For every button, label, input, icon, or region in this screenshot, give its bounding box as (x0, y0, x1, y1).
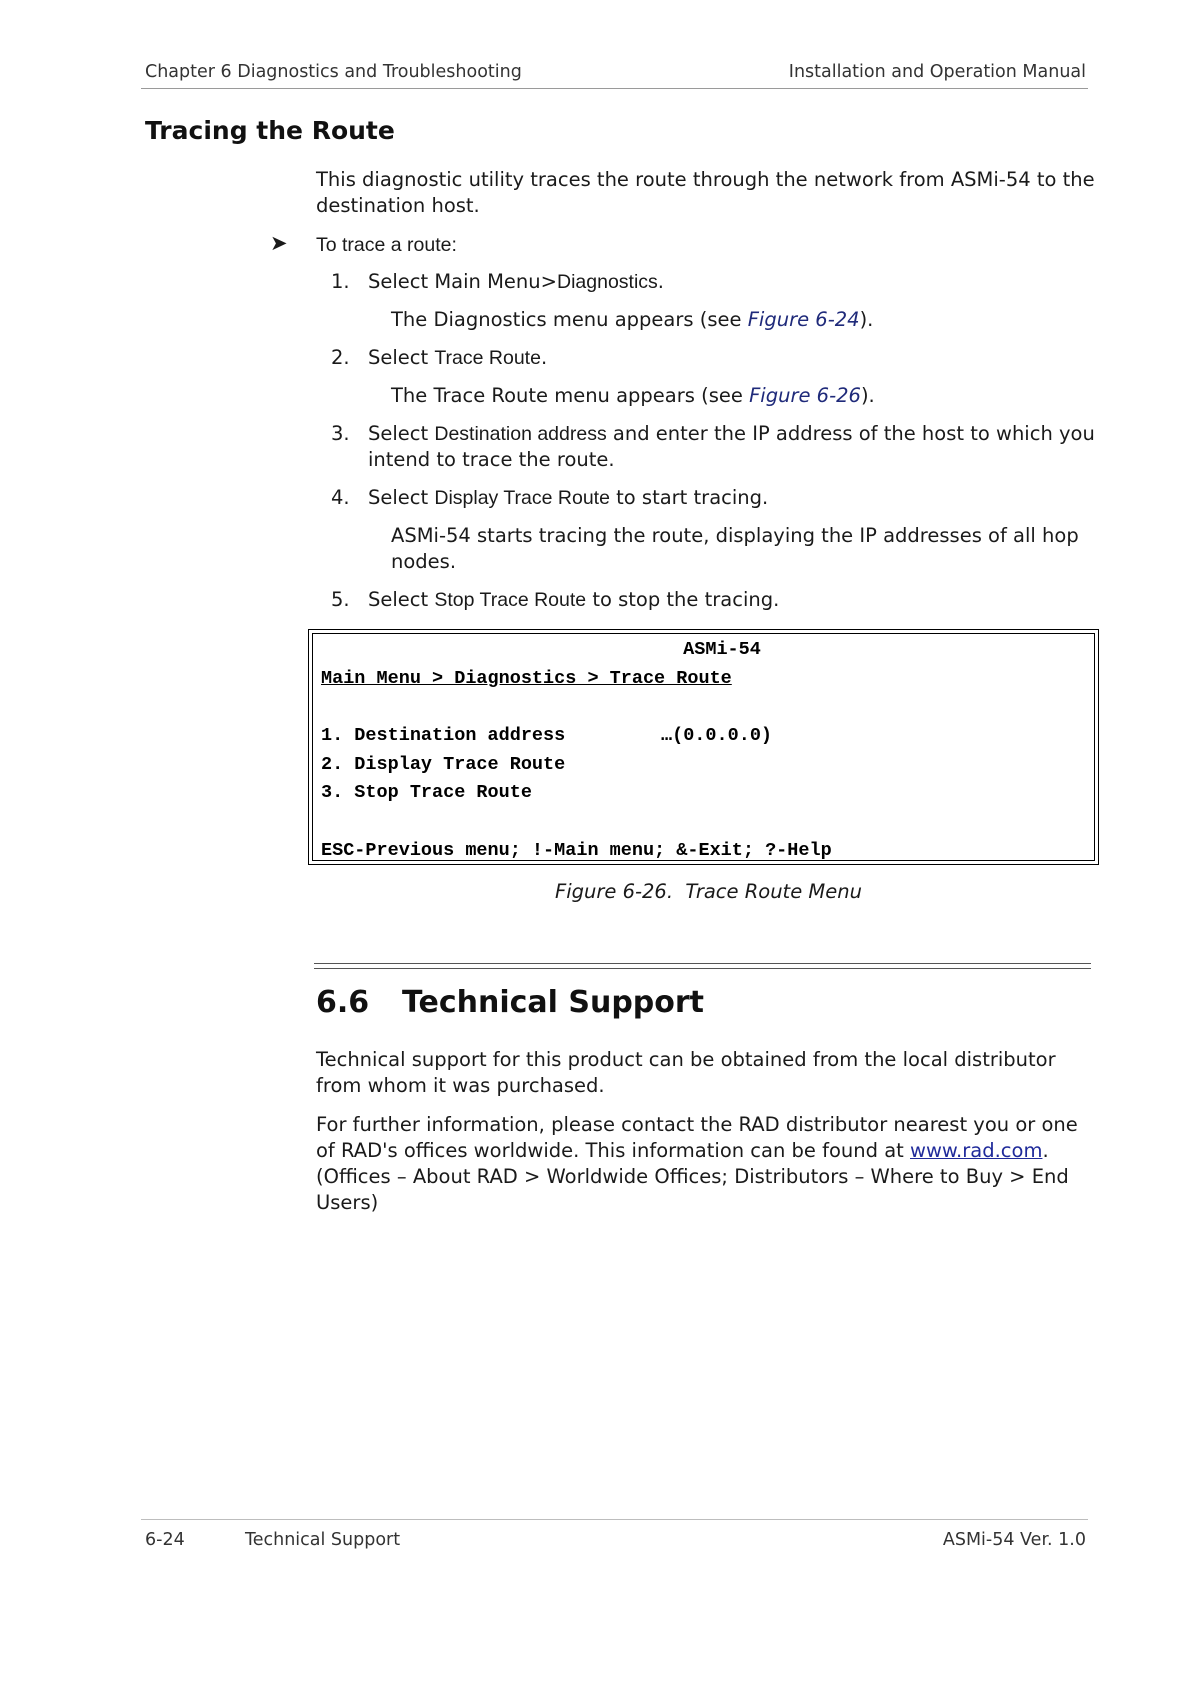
terminal-footer-keys: ESC-Previous menu; !-Main menu; &-Exit; ?-Help (321, 840, 832, 861)
rad-website-link[interactable]: www.rad.com (910, 1139, 1043, 1162)
footer-product-version: ASMi-54 Ver. 1.0 (942, 1530, 1086, 1550)
step-number: 5. (331, 588, 350, 611)
step-text: Select Main Menu>Diagnostics. (368, 270, 664, 293)
terminal-title: ASMi-54 (683, 639, 761, 660)
running-header-manual: Installation and Operation Manual (788, 62, 1086, 82)
support-contact-paragraph: For further information, please contact the RAD distributor nearest you or one of RAD's offices worldwide. This information can be found at www.rad.com. (Offices – About RAD > Worldwide Offices; Distributors – Where to Buy > End Users) (316, 1113, 1078, 1214)
step-result: The Trace Route menu appears (see Figure 6-26). (391, 384, 875, 407)
page-number: 6-24 (145, 1530, 185, 1550)
ui-term-trace-route: Trace Route (434, 347, 541, 369)
step-number: 4. (331, 486, 350, 509)
section-title: Technical Support (402, 985, 705, 1020)
step-number: 1. (331, 270, 350, 293)
figure-caption: Figure 6-26. Trace Route Menu (555, 880, 862, 903)
header-divider (141, 88, 1088, 89)
procedure-title: To trace a route: (316, 234, 457, 256)
step-result: ASMi-54 starts tracing the route, displaying the IP addresses of all hop nodes. (391, 524, 1079, 573)
terminal-menu-value: …(0.0.0.0) (661, 725, 773, 746)
step-text: Select Display Trace Route to start tracing. (368, 486, 769, 509)
terminal-menu-item[interactable]: 2. Display Trace Route (321, 754, 566, 775)
terminal-menu-item[interactable]: 1. Destination address (321, 725, 566, 746)
footer-section-name: Technical Support (245, 1530, 401, 1550)
terminal-screen (308, 629, 1099, 865)
step-number: 2. (331, 346, 350, 369)
section-divider (314, 963, 1091, 964)
terminal-breadcrumb: Main Menu > Diagnostics > Trace Route (321, 668, 732, 689)
step-number: 3. (331, 422, 350, 445)
ui-term-display-trace-route: Display Trace Route (434, 487, 610, 509)
section-number: 6.6 (316, 985, 370, 1020)
section-heading: Tracing the Route (145, 116, 395, 145)
ui-term-diagnostics: Diagnostics (557, 271, 658, 293)
step-text: Select Stop Trace Route to stop the tracing. (368, 588, 780, 611)
footer-divider (141, 1519, 1088, 1520)
ui-term-stop-trace-route: Stop Trace Route (434, 589, 587, 611)
terminal-inner-frame (312, 633, 1095, 861)
procedure-arrow-icon: ➤ (270, 231, 288, 255)
intro-paragraph: This diagnostic utility traces the route through the network from ASMi-54 to the destination host. (316, 168, 1095, 217)
step-result: The Diagnostics menu appears (see Figure 6-24). (391, 308, 874, 331)
running-header-chapter: Chapter 6 Diagnostics and Troubleshooting (145, 62, 522, 82)
step-text: Select Destination address and enter the IP address of the host to which you intend to trace the route. (368, 422, 1095, 471)
section-divider (314, 968, 1091, 969)
figure-reference-link[interactable]: Figure 6-26 (749, 384, 861, 407)
terminal-menu-item[interactable]: 3. Stop Trace Route (321, 782, 532, 803)
figure-reference-link[interactable]: Figure 6-24 (747, 308, 860, 331)
step-text: Select Trace Route. (368, 346, 548, 369)
ui-term-destination-address: Destination address (434, 423, 607, 445)
support-paragraph: Technical support for this product can be obtained from the local distributor from whom it was purchased. (316, 1048, 1056, 1097)
